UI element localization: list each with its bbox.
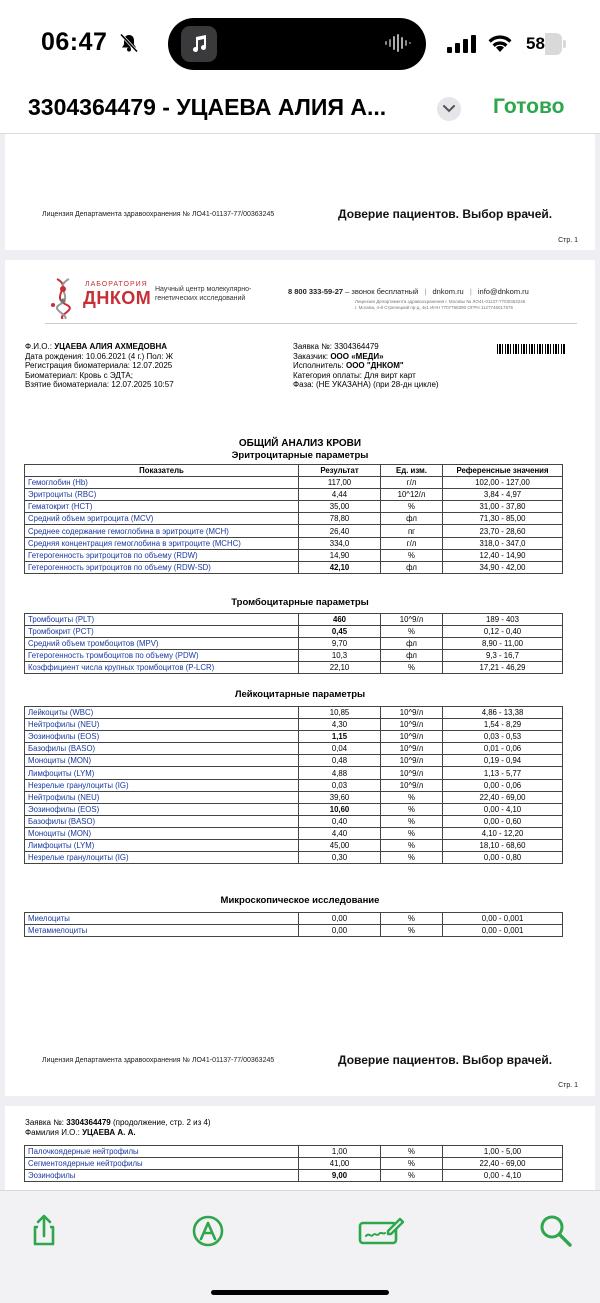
signature-icon[interactable]	[358, 1211, 406, 1251]
test-result: 9,70	[299, 638, 381, 650]
test-reference: 1,00 - 5,00	[443, 1146, 563, 1158]
table-row	[25, 852, 563, 864]
test-name: Нейтрофилы (NEU)	[25, 791, 299, 803]
erythro-table	[24, 464, 563, 574]
status-bar	[0, 0, 600, 86]
test-reference: 4,10 - 12,20	[443, 827, 563, 839]
table-row	[25, 707, 563, 719]
test-unit: %	[381, 852, 443, 864]
col-header: Референсные значения	[443, 465, 563, 477]
test-reference: 31,00 - 37,80	[443, 501, 563, 513]
table-row	[25, 501, 563, 513]
logo-lab-word: ЛАБОРАТОРИЯ	[85, 281, 148, 288]
test-result: 0,00	[299, 913, 381, 925]
test-name: Моноциты (MON)	[25, 827, 299, 839]
test-unit: фл	[381, 638, 443, 650]
test-unit: %	[381, 1158, 443, 1170]
lab-subtitle: Научный центр молекулярно-генетических исследований	[155, 286, 252, 302]
table-row	[25, 719, 563, 731]
test-unit: %	[381, 815, 443, 827]
test-name: Эритроциты (RBC)	[25, 489, 299, 501]
test-result: 117,00	[299, 477, 381, 489]
test-result: 0,03	[299, 779, 381, 791]
pdf-page-continuation	[5, 1106, 595, 1190]
cellular-signal-icon	[447, 35, 479, 53]
test-unit: %	[381, 827, 443, 839]
header-divider	[45, 323, 577, 324]
test-result: 26,40	[299, 525, 381, 537]
table-row	[25, 537, 563, 549]
test-result: 0,45	[299, 626, 381, 638]
test-reference: 0,00 - 0,001	[443, 913, 563, 925]
search-icon[interactable]	[536, 1211, 576, 1251]
test-unit: %	[381, 913, 443, 925]
test-reference: 22,40 - 69,00	[443, 791, 563, 803]
test-name: Незрелые гранулоциты (IG)	[25, 852, 299, 864]
test-unit: 10^12/л	[381, 489, 443, 501]
test-reference: 0,00 - 0,001	[443, 925, 563, 937]
test-reference: 0,00 - 0,60	[443, 815, 563, 827]
test-reference: 0,19 - 0,94	[443, 755, 563, 767]
test-name: Среднее содержание гемоглобина в эритроците (MCH)	[25, 525, 299, 537]
table-row	[25, 803, 563, 815]
continuation-table	[24, 1145, 563, 1182]
page-number: Стр. 1	[558, 237, 578, 244]
test-name: Базофилы (BASO)	[25, 815, 299, 827]
test-result: 42,10	[299, 561, 381, 573]
test-reference: 1,13 - 5,77	[443, 767, 563, 779]
test-result: 4,44	[299, 489, 381, 501]
test-result: 1,00	[299, 1146, 381, 1158]
test-result: 78,80	[299, 513, 381, 525]
test-unit: 10^9/л	[381, 719, 443, 731]
test-name: Гетерогенность эритроцитов по объему (RDW-SD)	[25, 561, 299, 573]
page-number: Стр. 1	[558, 1082, 578, 1089]
section-erythro-title: Эритроцитарные параметры	[231, 450, 369, 461]
order-payment: Категория оплаты: Для вирт карт	[293, 370, 416, 380]
test-reference: 1,54 - 8,29	[443, 719, 563, 731]
test-name: Гетерогенность эритроцитов по объему (RDW)	[25, 549, 299, 561]
chevron-down-icon	[443, 105, 455, 113]
table-row	[25, 489, 563, 501]
lab-legal-line: г. Москва, 4-й Стрелецкий пр-д, 4к1 ИНН 7707768390 ОГРН 1127746017575	[355, 305, 514, 310]
test-result: 10,60	[299, 803, 381, 815]
table-header-row	[25, 465, 563, 477]
test-reference: 34,90 - 42,00	[443, 561, 563, 573]
fio-label: Ф.И.О.:	[25, 342, 52, 351]
table-row	[25, 1170, 563, 1182]
test-reference: 23,70 - 28,60	[443, 525, 563, 537]
trust-slogan: Доверие пациентов. Выбор врачей.	[338, 207, 553, 221]
test-name: Палочкоядерные нейтрофилы	[25, 1146, 299, 1158]
test-result: 10,85	[299, 707, 381, 719]
bottom-toolbar	[0, 1190, 600, 1303]
music-icon	[181, 26, 217, 62]
test-name: Моноциты (MON)	[25, 755, 299, 767]
test-name: Базофилы (BASO)	[25, 743, 299, 755]
trust-slogan: Доверие пациентов. Выбор врачей.	[338, 1053, 553, 1067]
table-row	[25, 767, 563, 779]
lab-phone-note: – звонок бесплатный	[345, 287, 419, 296]
test-unit: %	[381, 1170, 443, 1182]
test-reference: 3,84 - 4,97	[443, 489, 563, 501]
test-reference: 22,40 - 69,00	[443, 1158, 563, 1170]
table-row	[25, 626, 563, 638]
lab-phone[interactable]: 8 800 333-59-27	[288, 287, 344, 296]
lab-email-link[interactable]: info@dnkom.ru	[477, 287, 529, 296]
test-unit: г/л	[381, 537, 443, 549]
test-name: Средняя концентрация гемоглобина в эритроците (MCHC)	[25, 537, 299, 549]
table-row	[25, 791, 563, 803]
test-result: 35,00	[299, 501, 381, 513]
test-reference: 0,00 - 4,10	[443, 1170, 563, 1182]
order-customer: ООО «МЕДИ»	[330, 351, 384, 361]
table-row	[25, 549, 563, 561]
table-row	[25, 755, 563, 767]
test-result: 1,15	[299, 731, 381, 743]
order-info	[293, 342, 439, 390]
test-reference: 0,00 - 0,06	[443, 779, 563, 791]
test-name: Метамиелоциты	[25, 925, 299, 937]
test-name: Лимфоциты (LYM)	[25, 767, 299, 779]
test-result: 334,0	[299, 537, 381, 549]
table-row	[25, 731, 563, 743]
thrombo-table	[24, 613, 563, 674]
customer-label: Заказчик:	[293, 351, 329, 361]
test-reference: 102,00 - 127,00	[443, 477, 563, 489]
continuation-header	[25, 1118, 211, 1138]
table-row	[25, 827, 563, 839]
patient-registration: Регистрация биоматериала: 12.07.2025	[25, 361, 173, 370]
test-result: 0,04	[299, 743, 381, 755]
test-unit: %	[381, 803, 443, 815]
test-name: Эозинофилы	[25, 1170, 299, 1182]
executor-label: Исполнитель:	[293, 361, 344, 370]
test-unit: фл	[381, 513, 443, 525]
dynamic-island[interactable]	[168, 18, 426, 70]
test-reference: 318,0 - 347,0	[443, 537, 563, 549]
test-name: Нейтрофилы (NEU)	[25, 719, 299, 731]
pdf-page-previous	[5, 134, 595, 250]
table-row	[25, 513, 563, 525]
test-result: 0,00	[299, 925, 381, 937]
table-row	[25, 840, 563, 852]
test-name: Миелоциты	[25, 913, 299, 925]
test-unit: %	[381, 626, 443, 638]
test-reference: 0,12 - 0,40	[443, 626, 563, 638]
table-row	[25, 650, 563, 662]
test-result: 14,90	[299, 549, 381, 561]
license-text: Лицензия Департамента здравоохранения № ЛО41-01137-77/00363245	[42, 211, 275, 218]
test-reference: 0,00 - 4,10	[443, 803, 563, 815]
test-reference: 17,21 - 46,29	[443, 662, 563, 674]
test-name: Эозинофилы (EOS)	[25, 731, 299, 743]
test-result: 460	[299, 614, 381, 626]
test-unit: пг	[381, 525, 443, 537]
section-leuko-title: Лейкоцитарные параметры	[234, 689, 366, 700]
test-unit: г/л	[381, 477, 443, 489]
patient-collection: Взятие биоматериала: 12.07.2025 10:57	[25, 380, 174, 389]
table-row	[25, 477, 563, 489]
test-name: Коэффициент числа крупных тромбоцитов (P-LCR)	[25, 662, 299, 674]
test-result: 10,3	[299, 650, 381, 662]
test-name: Гемоглобин (Hb)	[25, 477, 299, 489]
test-result: 9,00	[299, 1170, 381, 1182]
test-unit: %	[381, 501, 443, 513]
license-text: Лицензия Департамента здравоохранения № ЛО41-01137-77/00363245	[42, 1057, 275, 1064]
patient-info	[25, 342, 174, 390]
table-row	[25, 815, 563, 827]
test-name: Сегментоядерные нейтрофилы	[25, 1158, 299, 1170]
markup-icon[interactable]	[188, 1211, 228, 1251]
test-unit: 10^9/л	[381, 614, 443, 626]
table-row	[25, 743, 563, 755]
test-unit: %	[381, 791, 443, 803]
col-header: Показатель	[25, 465, 299, 477]
test-reference: 9,3 - 16,7	[443, 650, 563, 662]
battery-percent: 58	[526, 34, 545, 53]
test-reference: 0,03 - 0,53	[443, 731, 563, 743]
test-result: 0,48	[299, 755, 381, 767]
micro-table	[24, 912, 563, 937]
report-title: ОБЩИЙ АНАЛИЗ КРОВИ	[238, 438, 362, 449]
continuation-note: (продолжение, стр. 2 из 4)	[112, 1118, 211, 1127]
test-unit: %	[381, 840, 443, 852]
test-result: 0,30	[299, 852, 381, 864]
test-result: 22,10	[299, 662, 381, 674]
home-indicator	[211, 1290, 389, 1295]
battery-indicator	[522, 33, 562, 55]
table-row	[25, 913, 563, 925]
test-unit: 10^9/л	[381, 731, 443, 743]
test-result: 39,60	[299, 791, 381, 803]
table-row	[25, 1146, 563, 1158]
fio-label: Фамилия И.О.:	[25, 1128, 80, 1137]
test-unit: 10^9/л	[381, 755, 443, 767]
table-row	[25, 779, 563, 791]
bell-muted-icon	[118, 33, 140, 53]
col-header: Результат	[299, 465, 381, 477]
patient-name: УЦАЕВА АЛИЯ АХМЕДОВНА	[54, 342, 168, 351]
continuation-request: 3304364479	[66, 1118, 111, 1127]
order-phase: Фаза: (НЕ УКАЗАНА) (при 28-дн цикле)	[293, 380, 439, 389]
table-row	[25, 525, 563, 537]
pdf-page-report	[5, 260, 595, 1096]
request-label: Заявка №:	[25, 1118, 65, 1127]
table-row	[25, 638, 563, 650]
leuko-table	[24, 706, 563, 864]
test-name: Гетерогенность тромбоцитов по объему (PDW)	[25, 650, 299, 662]
test-unit: %	[381, 925, 443, 937]
table-row	[25, 925, 563, 937]
test-result: 0,40	[299, 815, 381, 827]
wifi-icon	[486, 33, 514, 53]
test-unit: 10^9/л	[381, 743, 443, 755]
order-request: Заявка №: 3304364479	[293, 342, 379, 351]
col-header: Ед. изм.	[381, 465, 443, 477]
test-unit: 10^9/л	[381, 707, 443, 719]
table-row	[25, 614, 563, 626]
test-name: Тромбоциты (PLT)	[25, 614, 299, 626]
test-reference: 8,90 - 11,00	[443, 638, 563, 650]
test-result: 41,00	[299, 1158, 381, 1170]
test-unit: фл	[381, 650, 443, 662]
table-row	[25, 561, 563, 573]
lab-site-link[interactable]: dnkom.ru	[432, 287, 464, 296]
test-reference: 71,30 - 85,00	[443, 513, 563, 525]
test-name: Средний объем тромбоцитов (MPV)	[25, 638, 299, 650]
test-unit: %	[381, 1146, 443, 1158]
test-name: Лимфоциты (LYM)	[25, 840, 299, 852]
test-unit: фл	[381, 561, 443, 573]
waveform-icon	[384, 34, 412, 52]
share-icon[interactable]	[24, 1211, 64, 1251]
test-result: 4,30	[299, 719, 381, 731]
nav-bar	[0, 86, 600, 134]
patient-birth: Дата рождения: 10.06.2021 (4 г.) Пол: Ж	[25, 351, 174, 361]
test-result: 4,40	[299, 827, 381, 839]
test-reference: 12,40 - 14,90	[443, 549, 563, 561]
document-title[interactable]: 3304364479 - УЦАЕВА АЛИЯ А...	[28, 94, 387, 120]
order-executor: ООО "ДНКОМ"	[345, 361, 404, 370]
test-name: Средний объем эритроцита (MCV)	[25, 513, 299, 525]
barcode	[497, 344, 565, 354]
continuation-fio: УЦАЕВА А. А.	[82, 1128, 136, 1137]
test-unit: 10^9/л	[381, 779, 443, 791]
test-name: Лейкоциты (WBC)	[25, 707, 299, 719]
lab-contacts: 8 800 333-59-27 – звонок бесплатный | dnkom.ru | info@dnkom.ru	[288, 287, 529, 296]
table-row	[25, 662, 563, 674]
test-unit: %	[381, 662, 443, 674]
logo-name: ДНКОМ	[83, 288, 152, 308]
test-reference: 4,86 - 13,38	[443, 707, 563, 719]
test-name: Эозинофилы (EOS)	[25, 803, 299, 815]
test-name: Гематокрит (HCT)	[25, 501, 299, 513]
test-unit: 10^9/л	[381, 767, 443, 779]
lab-legal	[355, 299, 575, 311]
test-name: Незрелые гранулоциты (IG)	[25, 779, 299, 791]
dnkom-logo	[47, 275, 157, 321]
lab-legal-line: Лицензия Департамента здравоохранения г. Москвы № ЛО41-01137-77/00363245	[355, 299, 526, 304]
test-reference: 0,01 - 0,06	[443, 743, 563, 755]
test-reference: 189 - 403	[443, 614, 563, 626]
section-micro-title: Микроскопическое исследование	[220, 895, 380, 906]
done-button[interactable]: Готово	[493, 95, 565, 118]
test-reference: 0,00 - 0,80	[443, 852, 563, 864]
test-result: 45,00	[299, 840, 381, 852]
status-time: 06:47	[41, 28, 108, 56]
patient-biomaterial: Биоматериал: Кровь с ЭДТА;	[25, 370, 133, 380]
test-unit: %	[381, 549, 443, 561]
test-reference: 18,10 - 68,60	[443, 840, 563, 852]
test-name: Тромбокрит (PCT)	[25, 626, 299, 638]
table-row	[25, 1158, 563, 1170]
title-menu-button[interactable]	[437, 97, 461, 121]
test-result: 4,88	[299, 767, 381, 779]
section-thrombo-title: Тромбоцитарные параметры	[231, 597, 369, 608]
